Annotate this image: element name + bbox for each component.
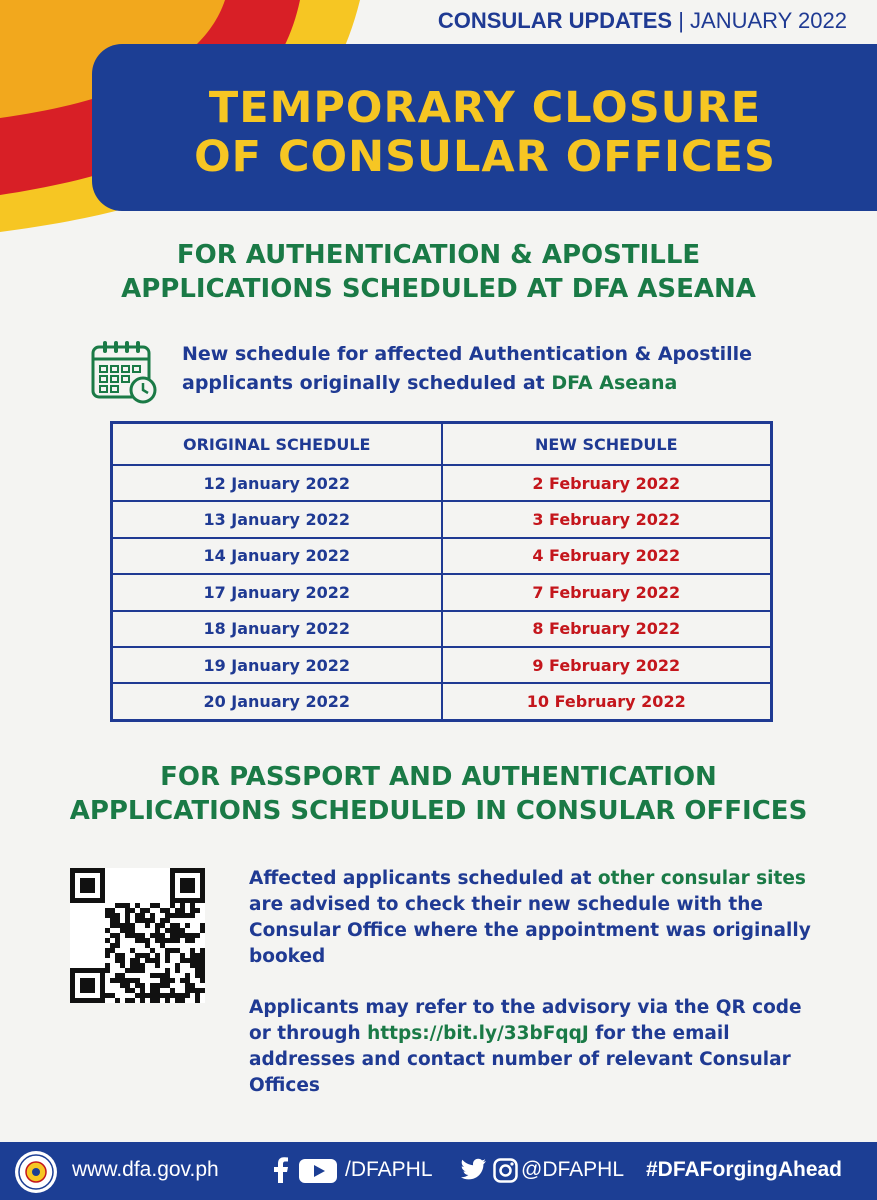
table-row [112, 465, 772, 501]
new-date: 3 February 2022 [442, 501, 772, 537]
original-date: 17 January 2022 [112, 574, 442, 610]
calendar-clock-icon [90, 338, 158, 404]
date-label: JANUARY 2022 [690, 8, 847, 33]
updates-label: CONSULAR UPDATES [437, 8, 673, 33]
para2-text-b: for the email addresses and contact number of relevant Consular Offices [249, 1023, 791, 1096]
table-row [112, 683, 772, 720]
footer-handle-slash[interactable]: /DFAPHL [345, 1158, 433, 1181]
para1-text-a: Affected applicants scheduled at [249, 868, 598, 889]
para2-text-a: Applicants may refer to the advisory via the QR code or through [249, 997, 802, 1044]
youtube-icon[interactable] [299, 1159, 337, 1183]
new-date: 2 February 2022 [442, 465, 772, 501]
section2-heading-line2: APPLICATIONS SCHEDULED IN CONSULAR OFFICES [69, 796, 808, 826]
original-date: 14 January 2022 [112, 538, 442, 574]
footer-handle-at[interactable]: @DFAPHL [521, 1158, 625, 1181]
section2-heading-line1: FOR PASSPORT AND AUTHENTICATION [160, 762, 717, 792]
new-date: 7 February 2022 [442, 574, 772, 610]
intro-text: New schedule for affected Authentication & Apostille applicants originally scheduled at [182, 343, 753, 394]
header-original: ORIGINAL SCHEDULE [112, 423, 442, 466]
table-row [112, 647, 772, 683]
twitter-icon[interactable] [459, 1158, 487, 1182]
advisory-link[interactable]: https://bit.ly/33bFqqJ [367, 1023, 589, 1044]
label-separator: | [678, 8, 684, 33]
section1-heading [0, 238, 877, 306]
footer-website[interactable]: www.dfa.gov.ph [72, 1158, 219, 1181]
schedule-table [110, 421, 773, 722]
intro-location: DFA Aseana [551, 372, 678, 394]
dfa-seal-icon [14, 1150, 58, 1194]
facebook-icon[interactable] [270, 1157, 290, 1183]
para1-highlight: other consular sites [597, 868, 806, 889]
footer-hashtag[interactable]: #DFAForgingAhead [646, 1158, 843, 1181]
table-row [112, 538, 772, 574]
advisory-paragraph-1 [249, 866, 829, 970]
original-date: 20 January 2022 [112, 683, 442, 720]
table-row [112, 574, 772, 610]
table-header-row [112, 423, 772, 466]
new-date: 4 February 2022 [442, 538, 772, 574]
footer [0, 1142, 877, 1200]
title-line-1: TEMPORARY CLOSURE [208, 83, 762, 133]
table-row [112, 501, 772, 537]
original-date: 19 January 2022 [112, 647, 442, 683]
para1-text-b: are advised to check their new schedule with the Consular Office where the appointment was originally booked [249, 894, 811, 967]
schedule-intro [182, 340, 842, 398]
qr-code[interactable] [70, 868, 205, 1003]
instagram-icon[interactable] [493, 1158, 518, 1183]
new-date: 8 February 2022 [442, 611, 772, 647]
section1-heading-line2: APPLICATIONS SCHEDULED AT DFA ASEANA [121, 274, 756, 304]
advisory-paragraph-2 [249, 995, 829, 1099]
header-new: NEW SCHEDULE [442, 423, 772, 466]
new-date: 10 February 2022 [442, 683, 772, 720]
original-date: 13 January 2022 [112, 501, 442, 537]
section1-heading-line1: FOR AUTHENTICATION & APOSTILLE [176, 240, 701, 270]
top-label [438, 8, 847, 34]
title-line-2: OF CONSULAR OFFICES [194, 132, 776, 182]
page-title [95, 84, 875, 182]
original-date: 18 January 2022 [112, 611, 442, 647]
table-row [112, 611, 772, 647]
section2-heading [0, 760, 877, 828]
new-date: 9 February 2022 [442, 647, 772, 683]
original-date: 12 January 2022 [112, 465, 442, 501]
